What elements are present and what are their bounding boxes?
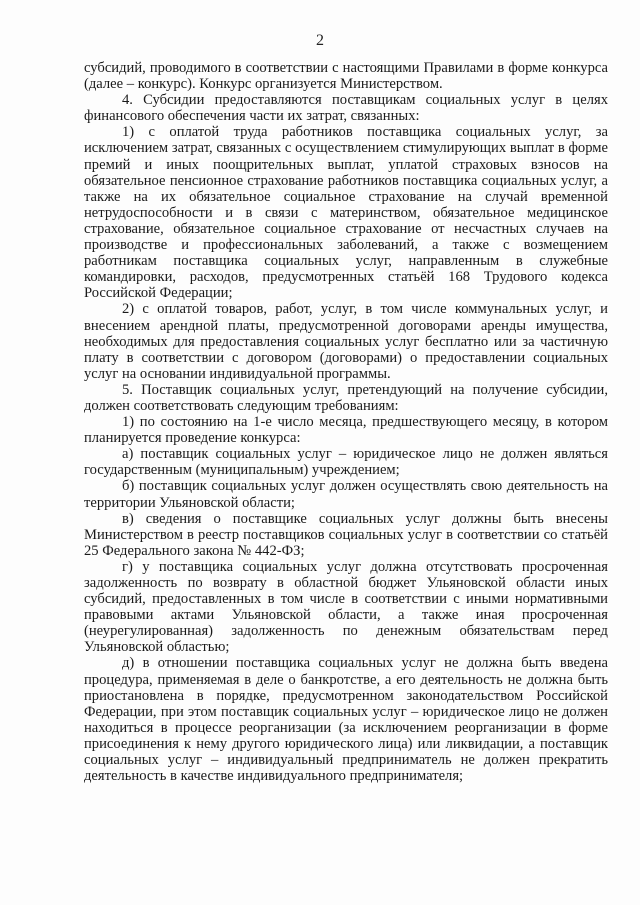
paragraph-clause-5-subitem-v: в) сведения о поставщике социальных услуг должны быть внесены Министерством в реестр поставщиков социальных услуг в соответствии со статьёй 25 Федерального закона № 442-ФЗ; — [84, 510, 608, 559]
paragraph-clause-4-item-2: 2) с оплатой товаров, работ, услуг, в том числе коммунальных услуг, и внесением арендной платы, предусмотренной договорами аренды имущества, необходимых для предоставления социальных услуг бесплатно или за частичную плату в соответствии с договором (договорами) о предоставлении социальных услуг на основании индивидуальной программы. — [84, 301, 608, 382]
paragraph-continuation: субсидий, проводимого в соответствии с настоящими Правилами в форме конкурса (далее – конкурс). Конкурс организуется Министерством. — [84, 60, 608, 93]
paragraph-clause-5-subitem-b: б) поставщик социальных услуг должен осуществлять свою деятельность на территории Ульяновской области; — [84, 478, 608, 511]
paragraph-clause-5: 5. Поставщик социальных услуг, претендующий на получение субсидии, должен соответствовать следующим требованиям: — [84, 381, 608, 414]
paragraph-clause-4: 4. Субсидии предоставляются поставщикам социальных услуг в целях финансового обеспечения части их затрат, связанных: — [84, 92, 608, 125]
paragraph-clause-5-subitem-a: а) поставщик социальных услуг – юридическое лицо не должен являться государственным (муниципальным) учреждением; — [84, 446, 608, 479]
page-number: 2 — [316, 32, 324, 49]
document-body — [84, 60, 608, 784]
paragraph-clause-5-item-1: 1) по состоянию на 1-е число месяца, предшествующего месяцу, в котором планируется проведение конкурса: — [84, 414, 608, 447]
paragraph-clause-5-subitem-g: г) у поставщика социальных услуг должна отсутствовать просроченная задолженность по возврату в областной бюджет Ульяновской области иных субсидий, предоставленных в том числе в соответствии с иными нормативными правовыми актами Ульяновской области, а также иная просроченная (неурегулированная) задолженность по денежным обязательствам перед Ульяновской областью; — [84, 558, 608, 656]
paragraph-clause-5-subitem-d: д) в отношении поставщика социальных услуг не должна быть введена процедура, применяемая в деле о банкротстве, а его деятельность не должна быть приостановлена в порядке, предусмотренном законодательством Российской Федерации, при этом поставщик социальных услуг – юридическое лицо не должен находиться в процессе реорганизации (за исключением реорганизации в форме присоединения к нему другого юридического лица) или ликвидации, а поставщик социальных услуг – индивидуальный предприниматель не должен прекратить деятельность в качестве индивидуального предпринимателя; — [84, 655, 608, 785]
paragraph-clause-4-item-1: 1) с оплатой труда работников поставщика социальных услуг, за исключением затрат, связанных с осуществлением стимулирующих выплат в форме премий и иных поощрительных выплат, уплатой страховых взносов на обязательное пенсионное страхование работников поставщика социальных услуг, а также на их обязательное социальное страхование на случай временной нетрудоспособности и в связи с материнством, обязательное медицинское страхование, обязательное социальное страхование от несчастных случаев на производстве и профессиональных заболеваний, а также с возмещением работникам поставщика социальных услуг, направленным в служебные командировки, расходов, предусмотренных статьёй 168 Трудового кодекса Российской Федерации; — [84, 124, 608, 302]
